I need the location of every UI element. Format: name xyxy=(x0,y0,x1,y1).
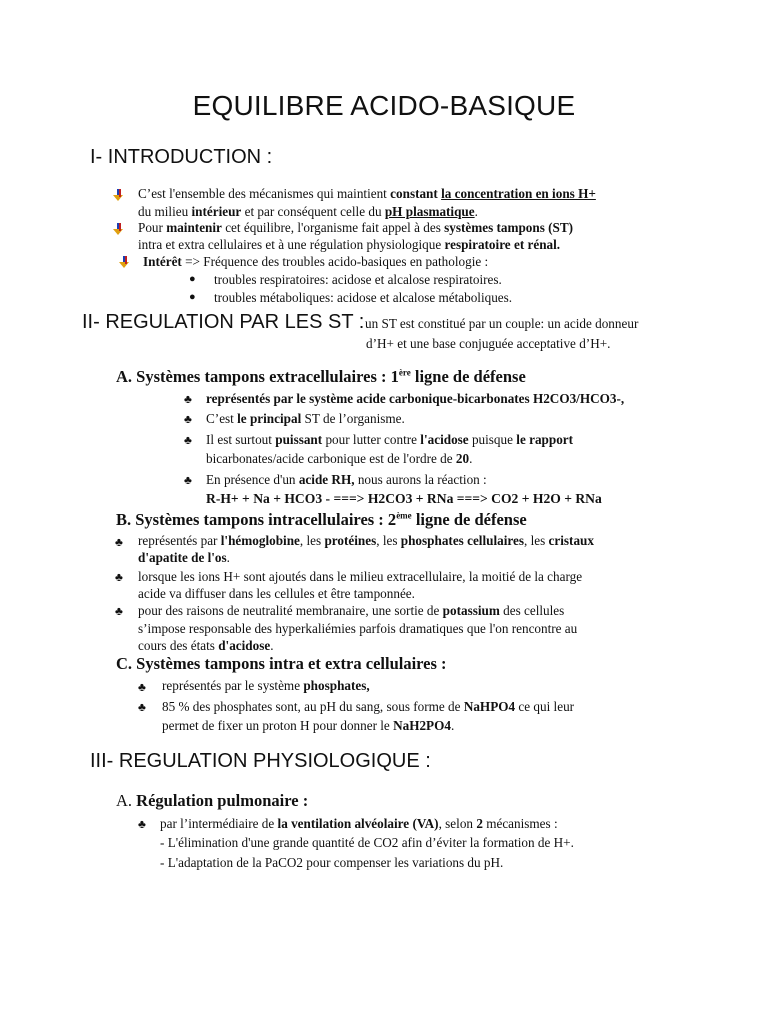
subsection-heading-a-extracellular: A. Systèmes tampons extracellulaires : 1ère ligne de défense xyxy=(116,367,526,386)
arrow-bullet-icon xyxy=(119,256,131,268)
intro-list-item-respiratory: troubles respiratoires: acidose et alcalose respiratoires. xyxy=(214,272,502,287)
arrow-bullet-icon xyxy=(113,189,125,201)
club-bullet-icon: ♣ xyxy=(115,604,123,618)
club-bullet-icon: ♣ xyxy=(138,817,146,831)
arrow-bullet-icon xyxy=(113,223,125,235)
extracellular-item-3-line-2: bicarbonates/acide carbonique est de l'ordre de 20. xyxy=(206,451,473,466)
intra-extra-item-2-line-1: 85 % des phosphates sont, au pH du sang, sous forme de NaHPO4 ce qui leur xyxy=(162,699,575,714)
pulmonary-mechanism-2: - L'adaptation de la PaCO2 pour compenser les variations du pH. xyxy=(160,855,504,870)
intro-interest-line: Intérêt => Fréquence des troubles acido-basiques en pathologie : xyxy=(143,254,489,269)
club-bullet-icon: ♣ xyxy=(138,700,146,714)
extracellular-item-2: C’est le principal ST de l’organisme. xyxy=(206,411,405,426)
pulmonary-item-1: par l’intermédiaire de la ventilation alvéolaire (VA), selon 2 mécanismes : xyxy=(160,816,558,831)
section-heading-introduction: I- INTRODUCTION : xyxy=(90,146,273,168)
intro-paragraph-1-line-1: C’est l'ensemble des mécanismes qui maintient constant la concentration en ions H+ xyxy=(138,186,596,201)
st-definition-line-1: un ST est constitué par un couple: un acide donneur xyxy=(365,316,639,331)
extracellular-item-3-line-1: Il est surtout puissant pour lutter contre l'acidose puisque le rapport xyxy=(206,432,574,447)
club-bullet-icon: ♣ xyxy=(184,473,192,487)
st-definition-line-2: d’H+ et une base conjuguée acceptative d’H+. xyxy=(366,336,611,351)
intracellular-item-2-line-2: acide va diffuser dans les cellules et être tamponnée. xyxy=(138,586,415,601)
intro-paragraph-1-line-2: du milieu intérieur et par conséquent celle du pH plasmatique. xyxy=(138,204,478,219)
subsection-heading-c-intra-extra: C. Systèmes tampons intra et extra cellulaires : xyxy=(116,654,447,673)
extracellular-item-4-line-1: En présence d'un acide RH, nous aurons la réaction : xyxy=(206,472,487,487)
document-title: EQUILIBRE ACIDO-BASIQUE xyxy=(192,90,576,121)
club-bullet-icon: ♣ xyxy=(184,433,192,447)
intro-paragraph-2-line-2: intra et extra cellulaires et à une régulation physiologique respiratoire et rénal. xyxy=(138,237,561,252)
reaction-equation: R-H+ + Na + HCO3 - ===> H2CO3 + RNa ===> CO2 + H2O + RNa xyxy=(206,491,602,506)
club-bullet-icon: ♣ xyxy=(184,392,192,406)
club-bullet-icon: ♣ xyxy=(115,570,123,584)
club-bullet-icon: ♣ xyxy=(115,535,123,549)
intracellular-item-1-line-2: d'apatite de l'os. xyxy=(138,550,230,565)
intracellular-item-1-line-1: représentés par l'hémoglobine, les protéines, les phosphates cellulaires, les cristaux xyxy=(138,533,594,548)
bullet-dot-icon: ● xyxy=(189,291,196,303)
club-bullet-icon: ♣ xyxy=(184,412,192,426)
club-bullet-icon: ♣ xyxy=(138,680,146,694)
intracellular-item-3-line-1: pour des raisons de neutralité membranaire, une sortie de potassium des cellules xyxy=(138,603,565,618)
intro-paragraph-2-line-1: Pour maintenir cet équilibre, l'organisme fait appel à des systèmes tampons (ST) xyxy=(138,220,574,235)
extracellular-item-1: représentés par le système acide carbonique-bicarbonates H2CO3/HCO3-, xyxy=(206,391,625,406)
bullet-dot-icon: ● xyxy=(189,273,196,285)
intracellular-item-2-line-1: lorsque les ions H+ sont ajoutés dans le milieu extracellulaire, la moitié de la charge xyxy=(138,569,583,584)
intracellular-item-3-line-2: s’impose responsable des hyperkaliémies parfois dramatiques que l'on rencontre au xyxy=(138,621,578,636)
intro-list-item-metabolic: troubles métaboliques: acidose et alcalose métaboliques. xyxy=(214,290,513,305)
intra-extra-item-2-line-2: permet de fixer un proton H pour donner le NaH2PO4. xyxy=(162,718,455,733)
intracellular-item-3-line-3: cours des états d'acidose. xyxy=(138,638,274,653)
subsection-heading-b-intracellular: B. Systèmes tampons intracellulaires : 2ème ligne de défense xyxy=(116,510,527,529)
subsection-heading-a-pulmonary: A. Régulation pulmonaire : xyxy=(116,791,309,810)
section-heading-regulation-st: II- REGULATION PAR LES ST : xyxy=(82,311,365,333)
pulmonary-mechanism-1: - L'élimination d'une grande quantité de CO2 afin d’éviter la formation de H+. xyxy=(160,835,574,850)
intra-extra-item-1: représentés par le système phosphates, xyxy=(162,678,370,693)
section-heading-regulation-physiologique: III- REGULATION PHYSIOLOGIQUE : xyxy=(90,750,431,772)
